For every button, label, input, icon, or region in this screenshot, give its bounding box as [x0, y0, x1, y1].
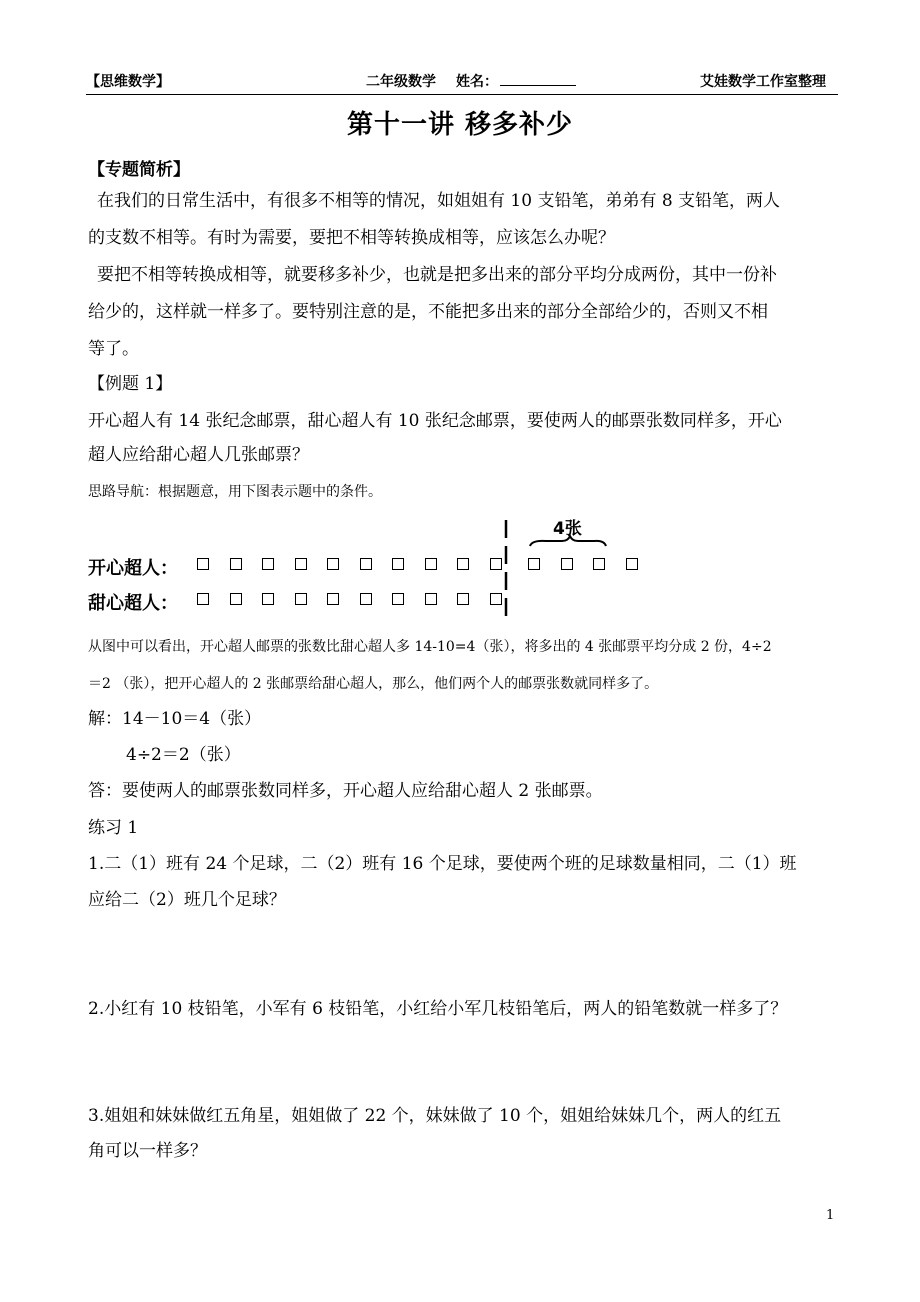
header-right: 艾娃数学工作室整理	[700, 74, 826, 90]
practice-q3-line1: 3.姐姐和妹妹做红五角星，姐姐做了 22 个，妹妹做了 10 个，姐姐给妹妹几个，两人的红五	[88, 1106, 782, 1126]
example1-solution-line1: 解：14－10＝4（张）	[88, 709, 262, 729]
practice-heading: 练习 1	[88, 818, 139, 838]
practice-q1-line1: 1.二（1）班有 24 个足球，二（2）班有 16 个足球，要使两个班的足球数量相同，二（1）班	[88, 854, 797, 874]
analysis-heading: 【专题简析】	[88, 160, 190, 180]
name-blank	[500, 73, 576, 86]
diagram-overlay	[496, 512, 616, 622]
brace-label: 4张	[553, 519, 582, 539]
stamp-box-tianxin	[392, 593, 404, 605]
header-rule	[86, 94, 838, 95]
analysis-p1-line2: 的支数不相等。有时为需要，要把不相等转换成相等，应该怎么办呢？	[88, 228, 615, 248]
stamp-box-tianxin	[360, 593, 372, 605]
analysis-p2-line2: 给少的，这样就一样多了。要特别注意的是，不能把多出来的部分全部给少的，否则又不相	[88, 302, 768, 322]
diagram-row2-label: 甜心超人：	[88, 593, 178, 614]
stamp-box-tianxin	[295, 593, 307, 605]
header-left: 【思维数学】	[86, 74, 170, 90]
example1-hint: 思路导航：根据题意，用下图表示题中的条件。	[88, 484, 382, 500]
stamp-box-tianxin	[197, 593, 209, 605]
stamp-box-kaixin	[360, 558, 372, 570]
stamp-box-tianxin	[425, 593, 437, 605]
practice-q1-line2: 应给二（2）班几个足球？	[88, 890, 286, 910]
stamp-box-kaixin	[230, 558, 242, 570]
analysis-p2-line1: 要把不相等转换成相等，就要移多补少，也就是把多出来的部分平均分成两份，其中一份补	[97, 265, 777, 285]
stamp-box-kaixin	[327, 558, 339, 570]
stamp-box-kaixin	[262, 558, 274, 570]
header-name-label: 姓名：	[456, 74, 498, 90]
stamp-box-tianxin	[230, 593, 242, 605]
header-name	[456, 71, 576, 91]
example1-question-line1: 开心超人有 14 张纪念邮票，甜心超人有 10 张纪念邮票，要使两人的邮票张数同样多，开心	[88, 411, 782, 431]
page-title: 第十一讲 移多补少	[346, 110, 574, 140]
example1-answer: 答：要使两人的邮票张数同样多，开心超人应给甜心超人 2 张邮票。	[88, 781, 603, 801]
stamp-box-kaixin	[425, 558, 437, 570]
page-number: 1	[826, 1208, 835, 1223]
stamp-box-kaixin	[626, 558, 638, 570]
analysis-p1-line1: 在我们的日常生活中，有很多不相等的情况，如姐姐有 10 支铅笔，弟弟有 8 支铅笔，两人	[97, 191, 781, 211]
stamp-box-tianxin	[457, 593, 469, 605]
stamp-box-kaixin	[295, 558, 307, 570]
example1-explain-line1: 从图中可以看出，开心超人邮票的张数比甜心超人多 14-10=4（张），将多出的 4 张邮票平均分成 2 份，4÷2	[88, 639, 772, 655]
header-grade: 二年级数学	[366, 74, 436, 90]
example1-solution-line2: 4÷2＝2（张）	[126, 745, 241, 765]
diagram-row2-boxes	[197, 593, 522, 605]
example1-question-line2: 超人应给甜心超人几张邮票？	[88, 445, 309, 465]
practice-q3-line2: 角可以一样多？	[88, 1141, 207, 1161]
stamp-box-kaixin	[197, 558, 209, 570]
practice-q2: 2.小红有 10 枝铅笔，小军有 6 枝铅笔，小红给小军几枝铅笔后，两人的铅笔数就一样多了？	[88, 999, 788, 1019]
example1-explain-line2: ＝2 （张），把开心超人的 2 张邮票给甜心超人，那么，他们两个人的邮票张数就同样多了。	[88, 676, 659, 692]
analysis-p2-line3: 等了。	[88, 339, 139, 359]
stamp-box-tianxin	[262, 593, 274, 605]
stamp-box-kaixin	[457, 558, 469, 570]
stamp-box-kaixin	[392, 558, 404, 570]
stamp-box-tianxin	[327, 593, 339, 605]
example1-heading: 【例题 1】	[88, 374, 173, 394]
diagram-row1-label: 开心超人：	[88, 558, 178, 579]
